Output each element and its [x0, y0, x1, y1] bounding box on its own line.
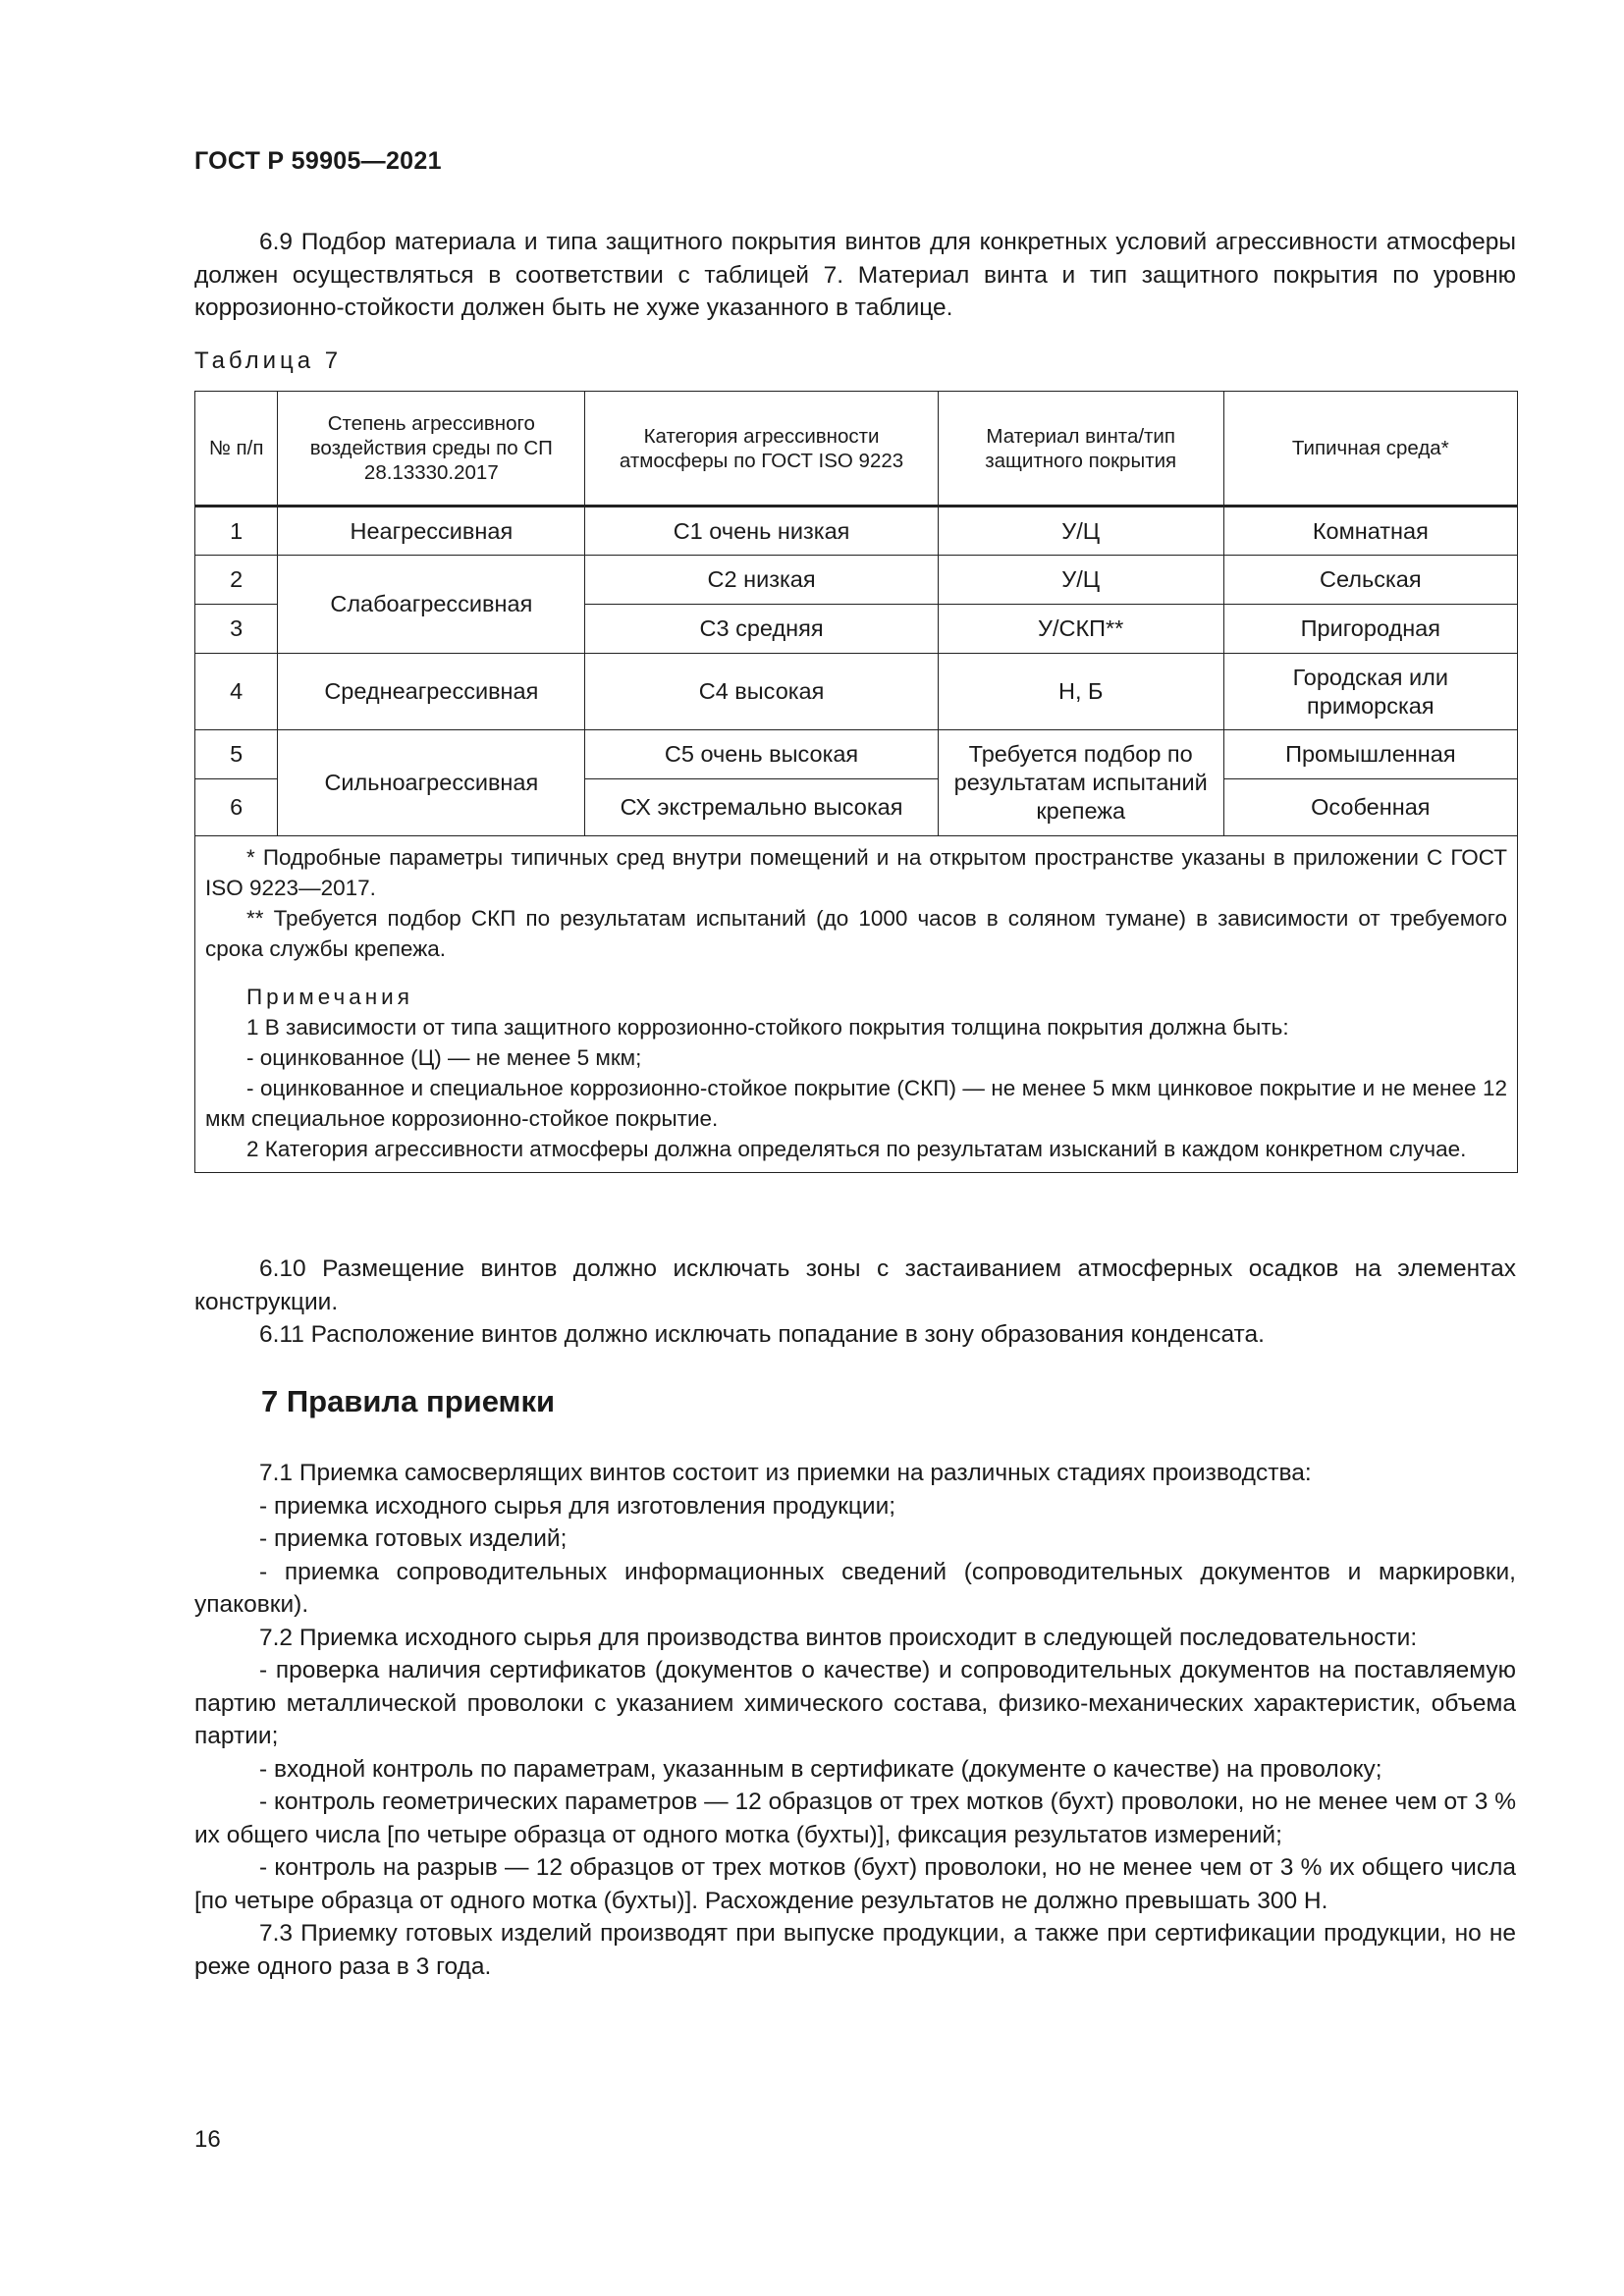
table-row [195, 654, 1518, 730]
cell-num: 1 [195, 507, 278, 556]
header-material: Материал винта/тип защитного покрытия [938, 392, 1223, 507]
cell-num: 6 [195, 779, 278, 836]
cell-num: 4 [195, 654, 278, 730]
section-7-body [194, 1457, 1516, 1983]
cell-degree: Неагрессивная [278, 507, 585, 556]
table-notes [195, 836, 1518, 1173]
cell-environment: Комнатная [1223, 507, 1517, 556]
cell-category: С1 очень низкая [585, 507, 938, 556]
cell-degree: Слабоагрессивная [278, 556, 585, 654]
cell-category: С4 высокая [585, 654, 938, 730]
paragraph-6-10: 6.10 Размещение винтов должно исключать зоны с застаиванием атмосферных осадков на элементах конструкции. [194, 1255, 1516, 1315]
cell-degree: Среднеагрессивная [278, 654, 585, 730]
document-code-header: ГОСТ Р 59905—2021 [194, 147, 442, 175]
cell-category: С5 очень высокая [585, 730, 938, 779]
table-row [195, 507, 1518, 556]
table-row [195, 556, 1518, 605]
cell-num: 5 [195, 730, 278, 779]
cell-environment: Особенная [1223, 779, 1517, 836]
header-num: № п/п [195, 392, 278, 507]
page-number: 16 [194, 2126, 221, 2153]
cell-degree: Сильноагрессивная [278, 730, 585, 836]
notes-title: Примечания [246, 985, 413, 1009]
header-environment: Типичная среда* [1223, 392, 1517, 507]
paragraph-7-2: 7.2 Приемка исходного сырья для производства винтов происходит в следующей последовательности: [259, 1624, 1418, 1651]
cell-category: СХ экстремально высокая [585, 779, 938, 836]
cell-material: У/Ц [938, 507, 1223, 556]
cell-material: У/Ц [938, 556, 1223, 605]
paragraph-6-9-block [194, 226, 1516, 325]
header-degree: Степень агрессивного воздействия среды по СП 28.13330.2017 [278, 392, 585, 507]
paragraph-6-9: 6.9 Подбор материала и типа защитного покрытия винтов для конкретных условий агрессивности атмосферы должен осуществляться в соответствии с таблицей 7. Материал винта и тип защитного покрытия по уровню коррозионно-стойкости должен быть не хуже указанного в таблице. [194, 229, 1516, 321]
note-2: 2 Категория агрессивности атмосферы должна определяться по результатам изысканий в каждом конкретном случае. [246, 1137, 1467, 1161]
paragraph-7-1-a: - приемка исходного сырья для изготовления продукции; [259, 1492, 896, 1520]
table-header-row [195, 392, 1518, 507]
paragraph-7-2-c: - контроль геометрических параметров — 12 образцов от трех мотков (бухт) проволоки, но не менее чем от 3 % их общего числа [по четыре образца от одного мотка (бухты)], фиксация результатов измерений; [194, 1789, 1516, 1848]
header-category: Категория агрессивности атмосферы по ГОСТ ISO 9223 [585, 392, 938, 507]
cell-environment: Пригородная [1223, 605, 1517, 654]
paragraph-7-3: 7.3 Приемку готовых изделий производят при выпуске продукции, а также при сертификации продукции, но не реже одного раза в 3 года. [194, 1920, 1516, 1980]
footnote-2: ** Требуется подбор СКП по результатам испытаний (до 1000 часов в соляном тумане) в зависимости от требуемого срока службы крепежа. [205, 906, 1507, 961]
note-1-b: - оцинкованное и специальное коррозионно-стойкое покрытие (СКП) — не менее 5 мкм цинковое покрытие и не менее 12 мкм специальное коррозионно-стойкое покрытие. [205, 1076, 1507, 1131]
cell-num: 3 [195, 605, 278, 654]
table-caption: Таблица 7 [194, 347, 343, 374]
cell-material: Н, Б [938, 654, 1223, 730]
note-1: 1 В зависимости от типа защитного коррозионно-стойкого покрытия толщина покрытия должна быть: [246, 1015, 1289, 1040]
cell-num: 2 [195, 556, 278, 605]
table-7 [194, 391, 1518, 1173]
paragraph-7-1-b: - приемка готовых изделий; [259, 1525, 568, 1552]
paragraphs-6-10-6-11 [194, 1253, 1516, 1352]
paragraph-7-2-d: - контроль на разрыв — 12 образцов от трех мотков (бухт) проволоки, но не менее чем от 3 % их общего числа [по четыре образца от одного мотка (бухты)]. Расхождение результатов не должно превышать 300 Н. [194, 1854, 1516, 1914]
paragraph-6-11: 6.11 Расположение винтов должно исключать попадание в зону образования конденсата. [259, 1321, 1265, 1348]
note-1-a: - оцинкованное (Ц) — не менее 5 мкм; [246, 1045, 642, 1070]
cell-material: У/СКП** [938, 605, 1223, 654]
paragraph-7-1-c: - приемка сопроводительных информационных сведений (сопроводительных документов и маркировки, упаковки). [194, 1558, 1516, 1618]
paragraph-7-2-a: - проверка наличия сертификатов (документов о качестве) и сопроводительных документов на поставляемую партию металлической проволоки с указанием химического состава, физико-механических характеристик, объема партии; [194, 1657, 1516, 1749]
cell-category: С3 средняя [585, 605, 938, 654]
cell-environment: Сельская [1223, 556, 1517, 605]
table-row [195, 730, 1518, 779]
footnote-1: * Подробные параметры типичных сред внутри помещений и на открытом пространстве указаны в приложении С ГОСТ ISO 9223—2017. [205, 845, 1507, 900]
cell-category: С2 низкая [585, 556, 938, 605]
table-notes-row [195, 836, 1518, 1173]
paragraph-7-2-b: - входной контроль по параметрам, указанным в сертификате (документе о качестве) на проволоку; [259, 1755, 1382, 1783]
paragraph-7-1: 7.1 Приемка самосверлящих винтов состоит из приемки на различных стадиях производства: [259, 1460, 1312, 1486]
cell-environment: Городская или приморская [1223, 654, 1517, 730]
cell-environment: Промышленная [1223, 730, 1517, 779]
cell-material: Требуется подбор по результатам испытаний крепежа [938, 730, 1223, 836]
section-7-title: 7 Правила приемки [261, 1384, 556, 1418]
